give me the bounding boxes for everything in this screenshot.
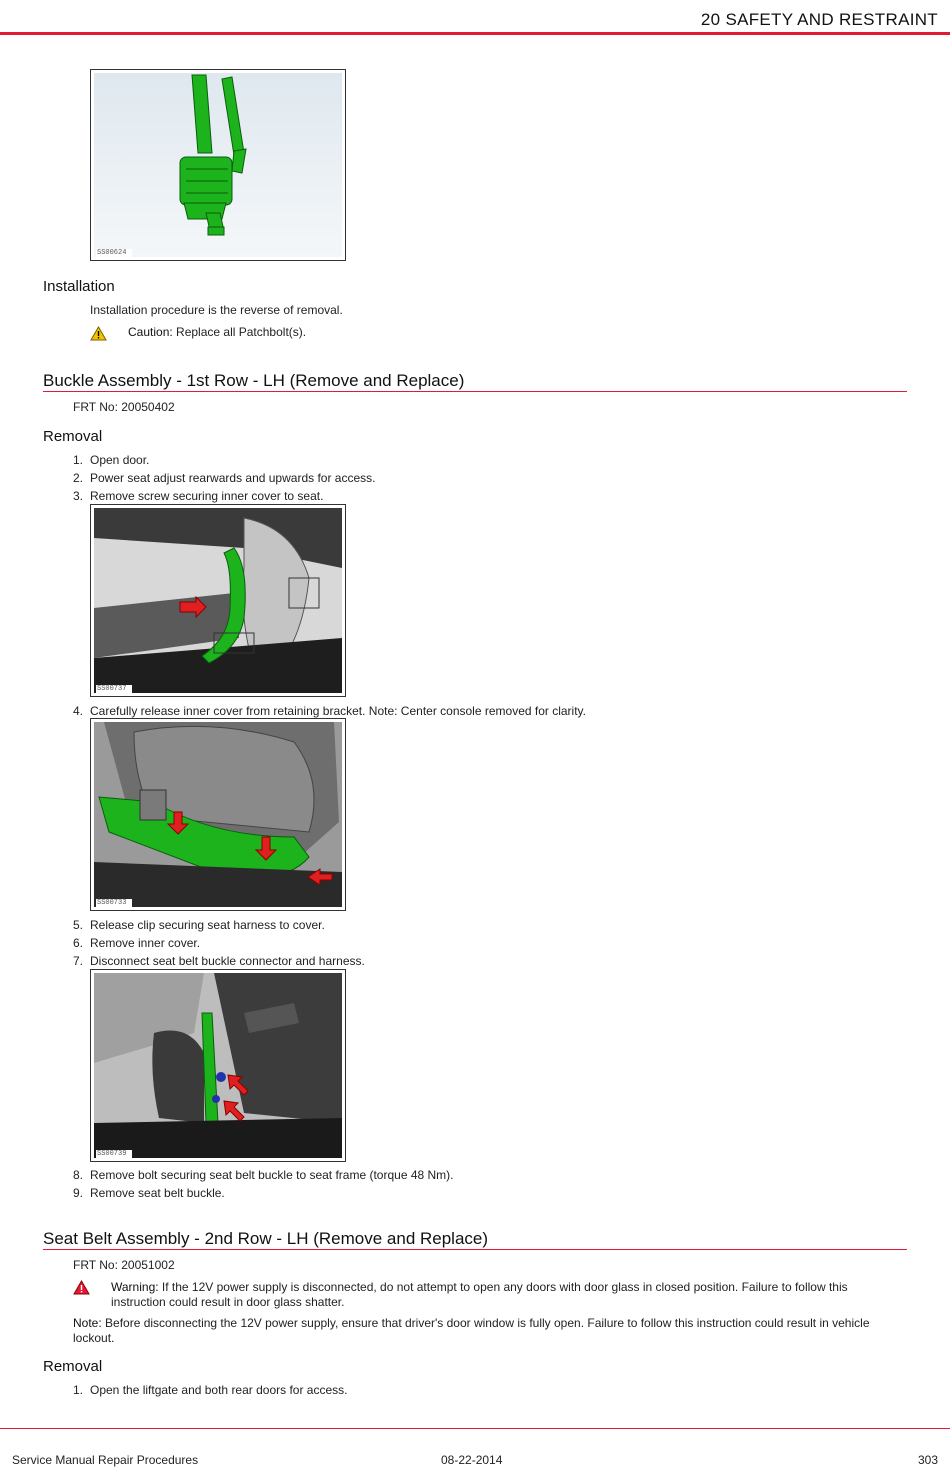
- seatbelt-removal-heading: Removal: [43, 1358, 103, 1375]
- step-item: 5. Release clip securing seat harness to cover.: [73, 918, 325, 932]
- warning-note: [111, 1280, 891, 1310]
- footer-manual-title: Service Manual Repair Procedures: [12, 1453, 199, 1467]
- buckle-frt-number: FRT No: 20050402: [73, 400, 175, 414]
- figure-id: SS00624: [96, 249, 132, 257]
- buckle-section-title: Buckle Assembly - 1st Row - LH (Remove and Replace): [43, 371, 465, 390]
- step-item: 1. Open door.: [73, 453, 150, 467]
- caution-label: Caution:: [128, 325, 173, 339]
- figure-inner-cover-clips: [90, 718, 346, 911]
- footer-rule: [0, 1428, 950, 1429]
- header-rule: [0, 32, 950, 35]
- section-title: 20 SAFETY AND RESTRAINT: [700, 10, 938, 29]
- step-item: 3. Remove screw securing inner cover to seat.: [73, 489, 324, 503]
- step-item: 7. Disconnect seat belt buckle connector and harness.: [73, 954, 365, 968]
- note-text-block: [73, 1316, 893, 1346]
- figure-retractor: [90, 69, 346, 261]
- inner-cover-screw-illustration: [94, 508, 342, 693]
- figure-id: SS00737: [96, 685, 132, 693]
- step-item: 6. Remove inner cover.: [73, 936, 201, 950]
- installation-text: Installation procedure is the reverse of removal.: [90, 303, 343, 317]
- section-rule: [43, 1249, 907, 1250]
- warning-text: If the 12V power supply is disconnected, do not attempt to open any doors with door glass in closed position. Failure to follow this instruction could result in door glass shatter.: [111, 1280, 848, 1309]
- step-item: 1. Open the liftgate and both rear doors for access.: [73, 1383, 348, 1397]
- figure-id: SS00733: [96, 899, 132, 907]
- inner-cover-clips-illustration: [94, 722, 342, 907]
- warning-label: Warning:: [111, 1280, 159, 1294]
- page-number: 303: [917, 1453, 938, 1467]
- caution-note: [128, 325, 306, 339]
- note-text: Before disconnecting the 12V power supply, ensure that driver's door window is fully open. Failure to follow this instruction could result in vehicle lockout.: [73, 1316, 870, 1345]
- seatbelt-frt-number: FRT No: 20051002: [73, 1258, 175, 1272]
- step-item: 4. Carefully release inner cover from retaining bracket. Note: Center console removed for clarity.: [73, 704, 586, 718]
- note-label: Note:: [73, 1316, 102, 1330]
- buckle-removal-heading: Removal: [43, 428, 103, 445]
- buckle-connector-illustration: [94, 973, 342, 1158]
- figure-inner-cover-screw: [90, 504, 346, 697]
- caution-text: Replace all Patchbolt(s).: [172, 325, 307, 339]
- step-item: 8. Remove bolt securing seat belt buckle to seat frame (torque 48 Nm).: [73, 1168, 454, 1182]
- figure-buckle-connector: [90, 969, 346, 1162]
- seatbelt-section-title: Seat Belt Assembly - 2nd Row - LH (Remove and Replace): [43, 1229, 489, 1248]
- footer-date: 08-22-2014: [441, 1453, 503, 1467]
- installation-heading: Installation: [43, 278, 115, 295]
- warning-icon: [73, 1280, 90, 1295]
- figure-id: SS00739: [96, 1150, 132, 1158]
- section-rule: [43, 391, 907, 392]
- caution-icon: [90, 326, 107, 341]
- step-item: 2. Power seat adjust rearwards and upwards for access.: [73, 471, 376, 485]
- step-item: 9. Remove seat belt buckle.: [73, 1186, 225, 1200]
- retractor-illustration: [94, 73, 342, 257]
